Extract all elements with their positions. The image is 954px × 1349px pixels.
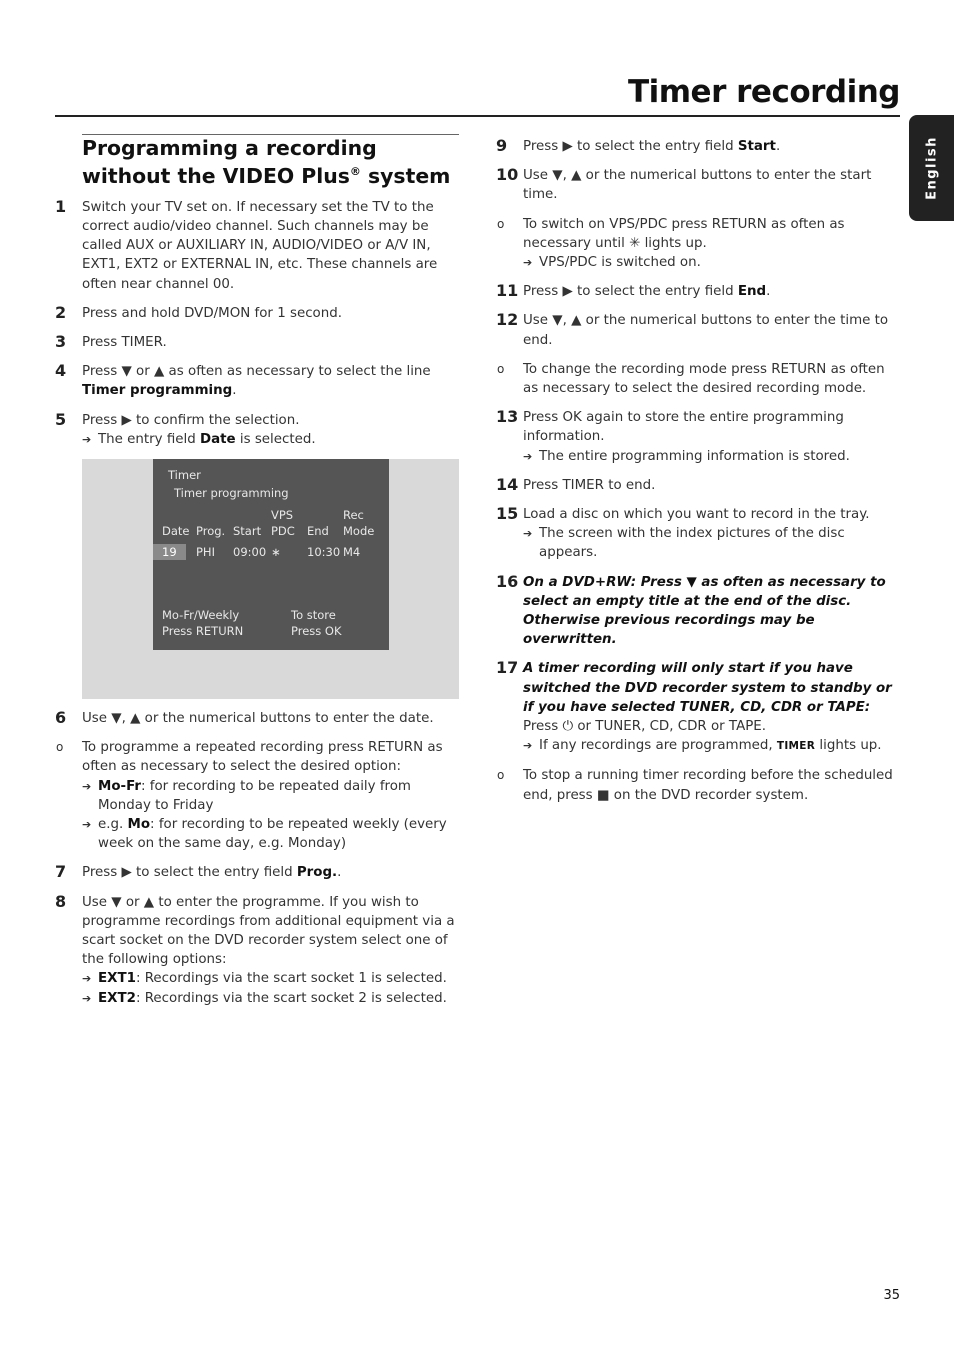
step-text-end: . (232, 383, 237, 399)
section-title-line2: without the VIDEO Plus (82, 163, 350, 188)
step-text-bold: Start (737, 139, 776, 154)
step-number: 9 (496, 136, 508, 155)
result-line (82, 430, 459, 449)
osd-date-field: 19 (153, 544, 186, 560)
step-text-bold: Prog. (296, 865, 338, 881)
step-5 (55, 411, 459, 449)
step-text: Press ▶ to select the entry field (523, 139, 738, 154)
bullet-rec-mode (496, 360, 902, 398)
result-bold: Date (199, 431, 236, 447)
step-text: Press TIMER to end. (523, 477, 656, 493)
osd-footer-right1: To store (291, 608, 336, 623)
osd-footer-right2: Press OK (291, 624, 342, 639)
result-bold: EXT1 (98, 971, 136, 987)
osd-col-mode: Mode (343, 524, 375, 539)
step-13 (496, 408, 902, 466)
step-number: 3 (55, 332, 67, 352)
step-text: Use ▼ or ▲ to enter the programme. If you wish to programme recordings from additional equipment via a scart socket on the DVD recorder system select one of the following options: (82, 894, 455, 968)
step-6 (55, 709, 459, 728)
osd-title: Timer (168, 468, 201, 483)
result-text-end: is selected. (235, 431, 316, 447)
result-line (82, 777, 459, 815)
osd-illustration (82, 459, 459, 699)
step-text: Switch your TV set on. If necessary set the TV to the correct audio/video channel. Such channels may be called AUX or AUXILIARY IN, AUDIO/VIDEO or A/V IN, EXT1, EXT2 or EXTERNAL IN, etc. These channels are often near channel 00. (82, 199, 438, 292)
page-title: Timer recording (627, 74, 900, 110)
step-number: 2 (55, 302, 67, 322)
osd-col-prog: Prog. (196, 524, 226, 539)
step-number: 11 (496, 281, 519, 301)
step-text: Use ▼, ▲ or the numerical buttons to enter the date. (82, 711, 434, 727)
step-7 (55, 863, 459, 882)
step-number: 8 (55, 891, 67, 911)
step-text-warning: On a DVD+RW: Press ▼ as often as necessary to select an empty title at the end of the disc. Otherwise previous recordings may be overwritten. (523, 574, 886, 648)
step-text: Press ⏻ or TUNER, CD, CDR or TAPE. (523, 719, 767, 735)
step-8 (55, 893, 459, 1008)
timer-osd-screen (153, 459, 389, 650)
result-text-end: : for recording to be repeated weekly (every week on the same day, e.g. Monday) (98, 817, 447, 852)
step-text-emphasis: A timer recording will only start if you have switched the DVD recorder system to standby or if you have selected TUNER, CD, CDR or TAPE: (523, 661, 892, 715)
step-text-end: . (775, 139, 781, 154)
bullet-marker: o (56, 740, 64, 755)
step-number: 16 (496, 571, 519, 591)
step-number: 17 (496, 658, 519, 678)
osd-vps-value: ∗ (271, 545, 281, 560)
section-title-line2-end: system (360, 163, 451, 188)
step-3 (55, 333, 459, 352)
result-text-end: lights up. (815, 738, 882, 754)
result-line (82, 989, 459, 1008)
osd-subtitle: Timer programming (174, 486, 289, 501)
result-line: ➔ VPS/PDC is switched on. (523, 253, 902, 272)
step-text: Use ▼, ▲ or the numerical buttons to enter the start time. (523, 168, 872, 203)
result-text: : for recording to be repeated daily from Monday to Friday (98, 778, 411, 813)
step-number: 4 (55, 361, 67, 381)
step-number: 12 (496, 310, 519, 330)
step-text: Press OK again to store the entire programming information. (523, 410, 844, 445)
section-title (82, 137, 459, 188)
step-number: 13 (496, 407, 519, 427)
bullet-vps (496, 215, 902, 273)
header-rule (55, 115, 900, 117)
osd-col-pdc: PDC (271, 524, 295, 539)
osd-col-rec: Rec (343, 508, 364, 523)
step-12 (496, 311, 902, 349)
bullet-repeat (55, 738, 459, 853)
result-line: ➔ The screen with the index pictures of the disc appears. (523, 524, 902, 562)
osd-end-value: 10:30 (307, 545, 341, 560)
step-text: Load a disc on which you want to record in the tray. (523, 507, 870, 523)
bullet-marker: o (497, 216, 505, 231)
step-4 (55, 362, 459, 400)
right-column (496, 137, 902, 815)
timer-indicator-label: TIMER (776, 740, 816, 753)
step-text: Use ▼, ▲ or the numerical buttons to enter the time to end. (523, 313, 889, 348)
result-bold: Mo (127, 817, 151, 833)
result-line (523, 736, 902, 756)
result-line (82, 815, 459, 853)
bullet-marker: o (497, 361, 505, 376)
step-number: 14 (496, 474, 519, 494)
result-text: If any recordings are programmed, (539, 738, 777, 754)
language-tab (909, 115, 954, 221)
step-number: 6 (55, 708, 67, 728)
step-text: Press ▶ to select the entry field (523, 284, 738, 300)
step-text-end: . (337, 865, 342, 881)
bullet-text: To switch on VPS/PDC press RETURN as often as necessary until ✳ lights up. (523, 216, 845, 251)
step-17 (496, 659, 902, 756)
osd-footer-left2: Press RETURN (162, 624, 244, 639)
result-line: ➔ The entire programming information is stored. (523, 447, 902, 466)
result-bold: EXT2 (98, 990, 136, 1006)
step-15 (496, 505, 902, 563)
step-text: Press ▶ to confirm the selection. (82, 412, 300, 428)
result-text: The entry field (98, 431, 200, 447)
language-tab-label: English (924, 136, 939, 200)
bullet-text: To programme a repeated recording press RETURN as often as necessary to select the desired option: (82, 740, 443, 775)
section-title-line1: Programming a recording (82, 136, 377, 160)
step-number: 1 (55, 196, 67, 216)
result-text: : Recordings via the scart socket 1 is selected. (135, 971, 447, 987)
bullet-marker: o (497, 768, 505, 783)
step-14 (496, 476, 902, 495)
section-rule (82, 134, 459, 135)
result-bold: Mo-Fr (98, 778, 141, 794)
step-number: 7 (55, 862, 67, 882)
step-text-end: . (766, 284, 771, 300)
step-number: 15 (496, 504, 519, 524)
osd-col-vps: VPS (271, 508, 294, 523)
osd-col-date: Date (162, 524, 190, 539)
step-10 (496, 166, 902, 204)
step-number: 10 (496, 165, 519, 185)
step-text: Press and hold DVD/MON for 1 second. (82, 305, 342, 321)
step-text: Press ▶ to select the entry field (82, 865, 297, 881)
step-text-bold: End (737, 284, 767, 300)
osd-footer-left1: Mo-Fr/Weekly (162, 608, 240, 623)
page-number: 35 (883, 1288, 900, 1303)
step-2 (55, 304, 459, 323)
bullet-text: To stop a running timer recording before the scheduled end, press ■ on the DVD recorder system. (523, 768, 893, 803)
osd-col-start: Start (233, 524, 262, 539)
osd-prog-value: PHI (196, 545, 215, 560)
bullet-text: To change the recording mode press RETURN as often as necessary to select the desired recording mode. (523, 361, 885, 397)
step-text: Press ▼ or ▲ as often as necessary to select the line (82, 364, 431, 380)
step-9 (496, 137, 902, 156)
left-column (55, 134, 459, 1018)
osd-col-end: End (307, 524, 329, 539)
osd-start-value: 09:00 (233, 545, 267, 560)
step-16 (496, 573, 902, 650)
result-text: e.g. (98, 817, 128, 833)
result-line (82, 969, 459, 988)
registered-mark: ® (349, 165, 361, 178)
step-number: 5 (55, 409, 67, 429)
step-text-bold: Timer programming (82, 383, 233, 399)
step-text: Press TIMER. (82, 335, 167, 351)
step-11 (496, 282, 902, 301)
step-1 (55, 198, 459, 294)
bullet-stop (496, 766, 902, 804)
result-text: : Recordings via the scart socket 2 is selected. (135, 990, 447, 1006)
osd-mode-value: M4 (343, 545, 361, 560)
